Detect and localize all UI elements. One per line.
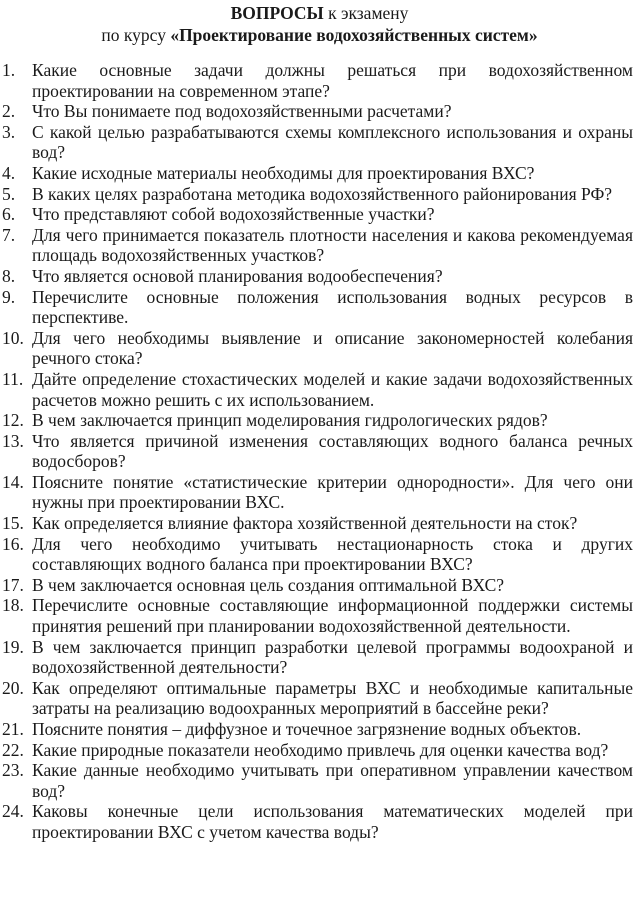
- question-text: Перечислите основные составляющие информационной поддержки системы принятия решений при планировании водохозяйственной деятельности.: [32, 595, 633, 637]
- question-number: 1.: [2, 60, 16, 80]
- question-number: 23.: [2, 760, 24, 781]
- title-line: [0, 2, 639, 24]
- question-item: [0, 513, 639, 534]
- question-text: Что представляют собой водохозяйственные участки?: [32, 204, 435, 225]
- course-name: «Проектирование водохозяйственных систем»: [170, 25, 538, 45]
- question-number: 5.: [2, 183, 16, 204]
- question-text: Что Вы понимаете под водохозяйственными расчетами?: [32, 101, 452, 122]
- question-text: Какие основные задачи должны решаться при водохозяйственном проектировании на современном этапе?: [32, 60, 633, 101]
- question-number: 10.: [2, 327, 24, 348]
- question-item: [0, 369, 639, 410]
- question-text: В чем заключается принцип моделирования гидрологических рядов?: [32, 410, 548, 431]
- title-bold: ВОПРОСЫ: [230, 3, 324, 23]
- question-number: 21.: [2, 719, 24, 739]
- question-number: 24.: [2, 801, 24, 822]
- course-line: [0, 24, 639, 46]
- question-item: [0, 60, 639, 101]
- question-text: Какие исходные материалы необходимы для проектирования ВХС?: [32, 162, 535, 183]
- question-text: Для чего необходимо учитывать нестационарность стока и других составляющих водного баланса при проектировании ВХС?: [32, 533, 633, 575]
- question-text: Перечислите основные положения использования водных ресурсов в перспективе.: [32, 286, 633, 328]
- question-item: [0, 719, 639, 740]
- question-item: [0, 266, 639, 287]
- question-text: Каковы конечные цели использования математических моделей при проектировании ВХС с учетом качества воды?: [32, 801, 633, 842]
- question-number: 6.: [2, 204, 16, 225]
- question-item: [0, 595, 639, 636]
- question-item: [0, 287, 639, 328]
- question-text: Дайте определение стохастических моделей и какие задачи водохозяйственных расчетов можно решить с их использованием.: [32, 368, 633, 410]
- question-item: [0, 472, 639, 513]
- question-item: [0, 637, 639, 678]
- question-number: 8.: [2, 265, 16, 286]
- question-text: В чем заключается принцип разработки целевой программы водоохраной и водохозяйственной деятельности?: [32, 636, 633, 678]
- question-number: 19.: [2, 636, 24, 657]
- question-item: [0, 204, 639, 225]
- question-text: Как определяют оптимальные параметры ВХС и необходимые капитальные затраты на реализацию водоохранных мероприятий в бассейне реки?: [32, 677, 633, 719]
- question-number: 11.: [2, 368, 24, 389]
- question-item: [0, 328, 639, 369]
- question-text: В чем заключается основная цель создания оптимальной ВХС?: [32, 574, 505, 595]
- question-text: Поясните понятие «статистические критерии однородности». Для чего они нужны при проектировании ВХС.: [32, 471, 633, 513]
- question-number: 15.: [2, 513, 24, 534]
- question-text: Какие данные необходимо учитывать при оперативном управлении качеством вод?: [32, 760, 633, 801]
- question-item: [0, 122, 639, 163]
- question-text: Какие природные показатели необходимо привлечь для оценки качества вод?: [32, 739, 609, 760]
- question-number: 16.: [2, 533, 24, 554]
- question-item: [0, 534, 639, 575]
- question-number: 22.: [2, 739, 24, 760]
- question-item: [0, 678, 639, 719]
- question-item: [0, 184, 639, 205]
- question-item: [0, 225, 639, 266]
- title-rest: к экзамену: [323, 3, 409, 23]
- question-text: В каких целях разработана методика водохозяйственного районирования РФ?: [32, 183, 613, 204]
- question-number: 17.: [2, 574, 24, 595]
- question-item: [0, 575, 639, 596]
- question-item: [0, 410, 639, 431]
- question-number: 2.: [2, 101, 16, 122]
- question-number: 18.: [2, 595, 24, 616]
- question-number: 3.: [2, 121, 16, 142]
- question-number: 4.: [2, 162, 16, 183]
- question-item: [0, 740, 639, 761]
- course-prefix: по курсу: [101, 25, 171, 45]
- question-text: Как определяется влияние фактора хозяйственной деятельности на сток?: [32, 513, 578, 534]
- question-item: [0, 101, 639, 122]
- question-number: 9.: [2, 286, 16, 307]
- question-text: Поясните понятия – диффузное и точечное загрязнение водных объектов.: [32, 719, 582, 739]
- question-text: С какой целью разрабатываются схемы комплексного использования и охраны вод?: [32, 121, 633, 163]
- questions-list: [0, 60, 639, 843]
- question-number: 7.: [2, 224, 16, 245]
- question-number: 12.: [2, 410, 24, 431]
- question-item: [0, 801, 639, 842]
- question-number: 20.: [2, 677, 24, 698]
- question-text: Что является основой планирования водообеспечения?: [32, 265, 443, 286]
- question-number: 14.: [2, 471, 24, 492]
- question-item: [0, 760, 639, 801]
- document-header: [0, 0, 639, 46]
- question-text: Для чего необходимы выявление и описание закономерностей колебания речного стока?: [32, 327, 633, 369]
- question-number: 13.: [2, 430, 24, 451]
- question-item: [0, 431, 639, 472]
- question-item: [0, 163, 639, 184]
- question-text: Что является причиной изменения составляющих водного баланса речных водосборов?: [32, 430, 633, 472]
- question-text: Для чего принимается показатель плотности населения и какова рекомендуемая площадь водохозяйственных участков?: [32, 224, 633, 266]
